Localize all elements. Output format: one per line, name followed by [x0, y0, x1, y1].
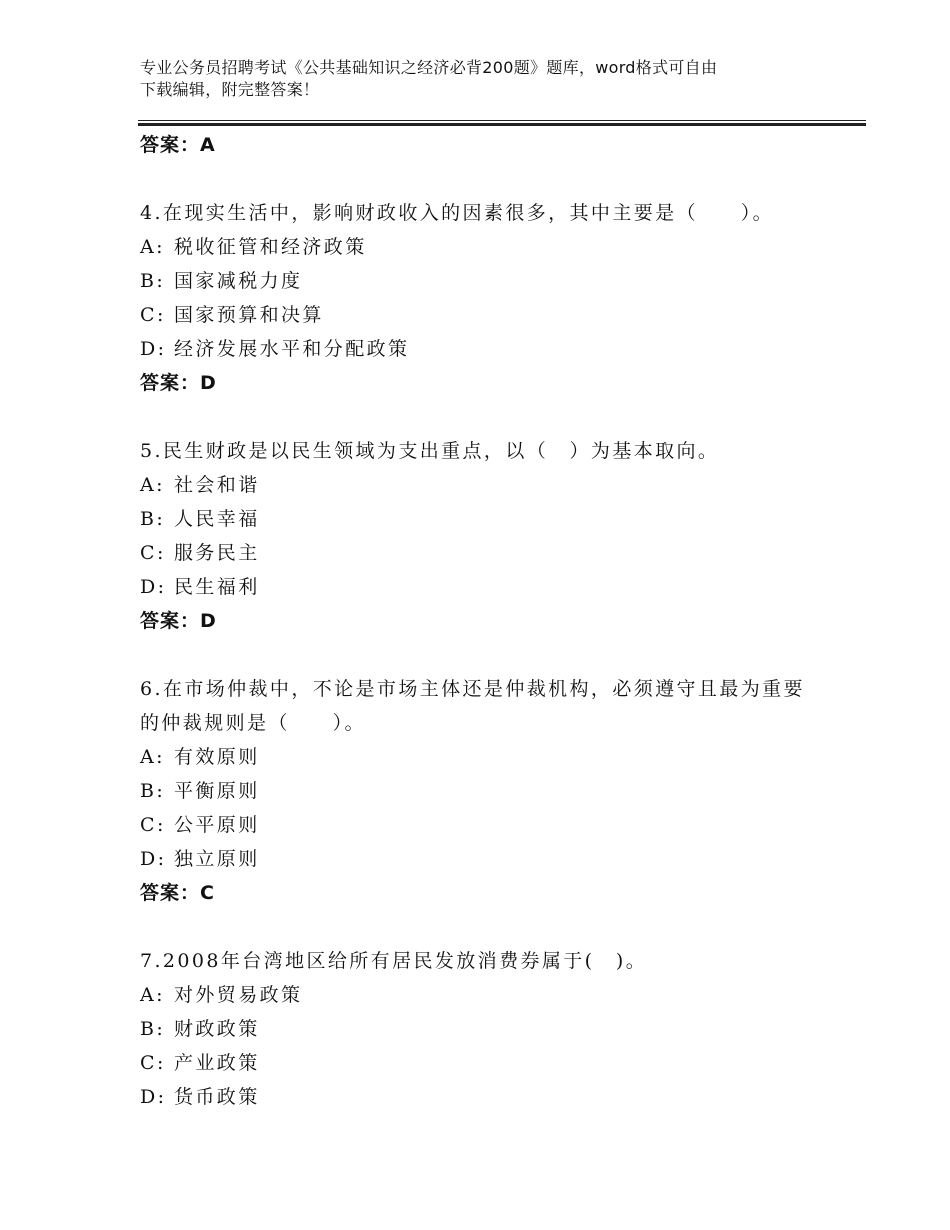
option-letter: B:: [140, 1018, 166, 1040]
option-d: [140, 1080, 820, 1114]
option-text: 平衡原则: [174, 780, 260, 802]
question-text: 4.在现实生活中，影响财政收入的因素很多，其中主要是（ ）。: [140, 202, 775, 224]
document-header: [140, 57, 800, 101]
option-b: [140, 1012, 820, 1046]
option-letter: D:: [140, 576, 167, 598]
option-letter: C:: [140, 814, 166, 836]
option-text: 独立原则: [174, 848, 260, 870]
option-c: [140, 1046, 820, 1080]
question-text: 7.2008年台湾地区给所有居民发放消费券属于( )。: [140, 950, 648, 972]
option-d: [140, 842, 820, 876]
option-letter: B:: [140, 780, 166, 802]
option-letter: A:: [140, 984, 165, 1006]
answer-line: 答案：D: [140, 610, 217, 632]
answer-line: 答案：C: [140, 882, 215, 904]
option-a: [140, 978, 820, 1012]
option-letter: D:: [140, 848, 167, 870]
option-c: [140, 536, 820, 570]
option-a: [140, 230, 820, 264]
option-b: [140, 502, 820, 536]
option-text: 有效原则: [174, 746, 260, 768]
answer-line: 答案：A: [140, 134, 216, 156]
question-7: [140, 944, 820, 1114]
option-letter: D:: [140, 338, 167, 360]
option-letter: D:: [140, 1086, 167, 1108]
option-text: 民生福利: [174, 576, 260, 598]
question-4: [140, 196, 820, 400]
header-rule-thick: [138, 123, 866, 126]
option-text: 财政政策: [174, 1018, 260, 1040]
question-6: [140, 672, 820, 910]
question-5: [140, 434, 820, 638]
header-line-1: 专业公务员招聘考试《公共基础知识之经济必背200题》题库，word格式可自由: [140, 58, 718, 77]
question-list: [140, 128, 820, 1114]
option-text: 对外贸易政策: [174, 984, 303, 1006]
option-letter: C:: [140, 542, 166, 564]
option-text: 货币政策: [174, 1086, 260, 1108]
option-d: [140, 570, 820, 604]
option-text: 国家减税力度: [174, 270, 303, 292]
answer-line: 答案：D: [140, 372, 217, 394]
option-text: 公平原则: [174, 814, 260, 836]
option-letter: C:: [140, 1052, 166, 1074]
option-a: [140, 468, 820, 502]
option-text: 社会和谐: [174, 474, 260, 496]
option-text: 税收征管和经济政策: [174, 236, 367, 258]
header-rule-thin: [138, 120, 866, 121]
option-letter: C:: [140, 304, 166, 326]
option-d: [140, 332, 820, 366]
option-b: [140, 774, 820, 808]
option-c: [140, 808, 820, 842]
option-c: [140, 298, 820, 332]
option-text: 人民幸福: [174, 508, 260, 530]
option-text: 产业政策: [174, 1052, 260, 1074]
option-letter: B:: [140, 508, 166, 530]
option-text: 经济发展水平和分配政策: [174, 338, 410, 360]
option-letter: A:: [140, 746, 165, 768]
option-a: [140, 740, 820, 774]
question-text: 6.在市场仲裁中，不论是市场主体还是仲裁机构，必须遵守且最为重要的仲裁规则是（ ）。: [140, 678, 805, 734]
option-text: 国家预算和决算: [174, 304, 324, 326]
option-letter: A:: [140, 474, 165, 496]
option-letter: B:: [140, 270, 166, 292]
question-text: 5.民生财政是以民生领域为支出重点，以（ ）为基本取向。: [140, 440, 720, 462]
option-b: [140, 264, 820, 298]
option-text: 服务民主: [174, 542, 260, 564]
header-line-2: 下载编辑，附完整答案！: [140, 80, 320, 99]
option-letter: A:: [140, 236, 165, 258]
